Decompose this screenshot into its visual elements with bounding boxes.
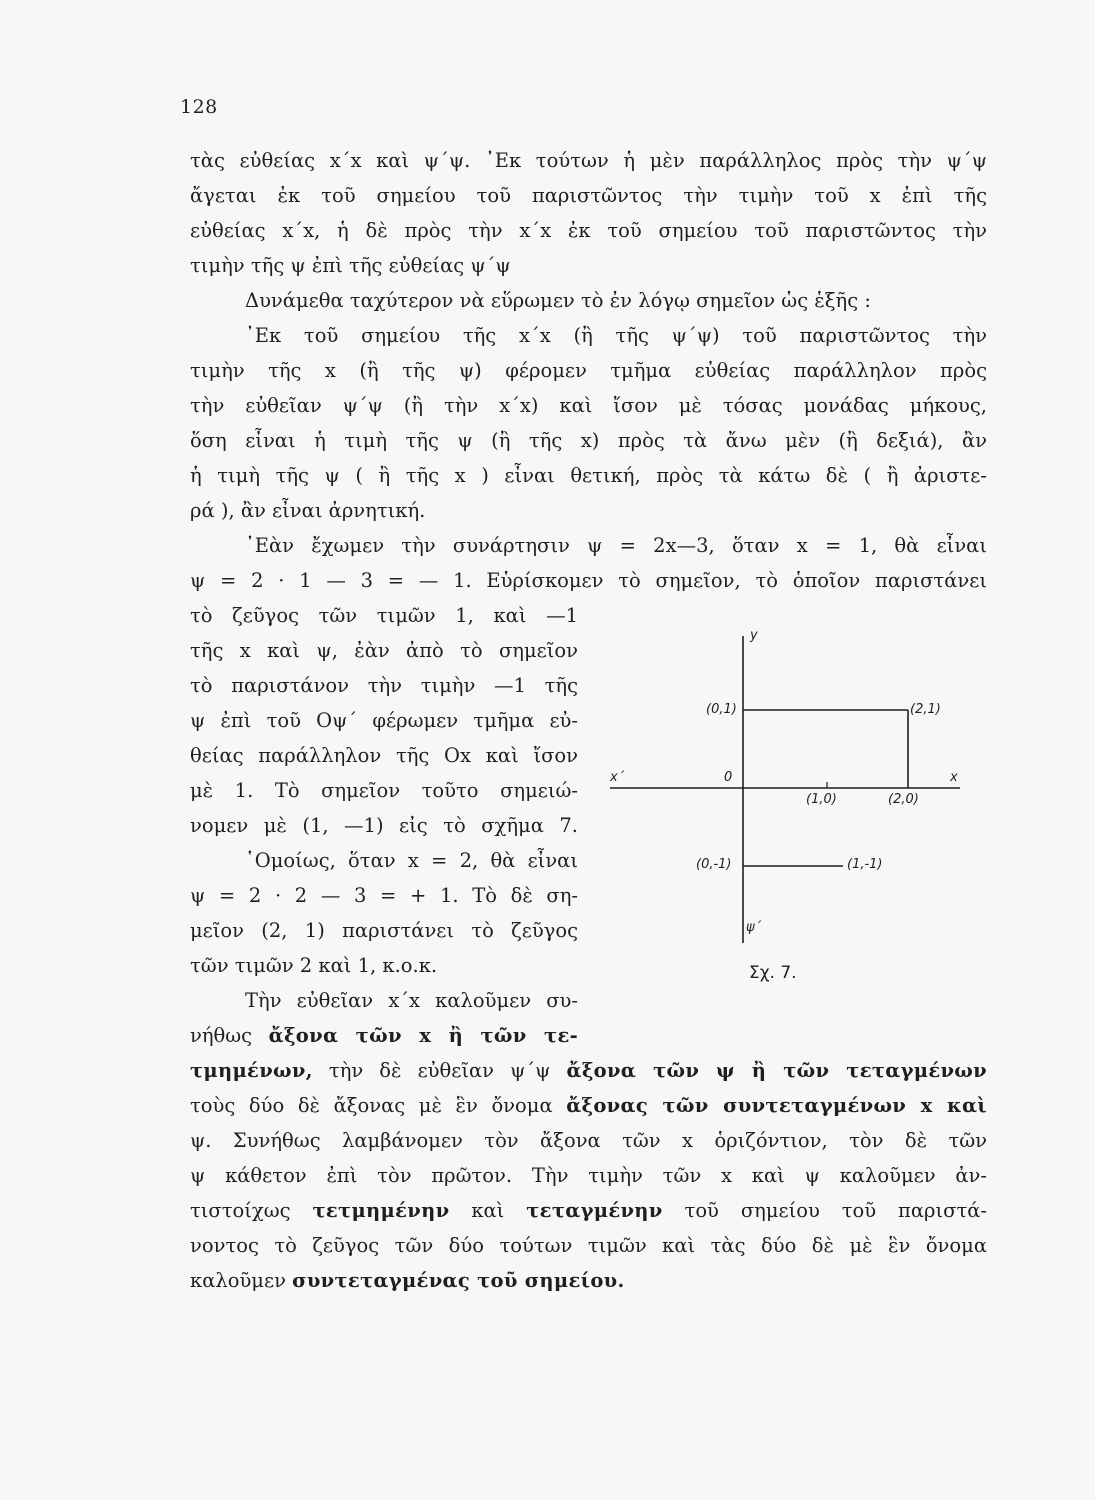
term-ordinate-axis: ἄξονα τῶν ψ ἢ τῶν τεταγμένων: [566, 1059, 987, 1082]
text-line: εὐθείας x΄x, ἡ δὲ πρὸς τὴν x΄x ἐκ τοῦ σημείου τοῦ παριστῶντος τὴν: [190, 219, 987, 242]
text-line: τὸ παριστάνον τὴν τιμὴν —1 τῆς: [190, 674, 578, 697]
text-line: τὴν εὐθεῖαν ψ΄ψ (ἢ τὴν x΄x) καὶ ἴσον μὲ τόσας μονάδας μήκους,: [190, 394, 987, 417]
text-line: νοντος τὸ ζεῦγος τῶν δύο τούτων τιμῶν καὶ τὰς δύο δὲ μὲ ἓν ὄνομα: [190, 1234, 987, 1257]
text-run: καὶ: [471, 1199, 505, 1222]
text-line: [190, 1198, 987, 1228]
text-line: ᾿Εκ τοῦ σημείου τῆς x΄x (ἢ τῆς ψ΄ψ) τοῦ παριστῶντος τὴν: [245, 324, 987, 347]
label-x-prime: x΄: [610, 770, 625, 785]
text-line: ψ = 2 · 1 — 3 = — 1. Εὑρίσκομεν τὸ σημεῖον, τὸ ὁποῖον παριστάνει: [190, 569, 987, 592]
term-abscissae: τμημένων,: [190, 1059, 313, 1082]
text-line: Δυνάμεθα ταχύτερον νὰ εὕρωμεν τὸ ἐν λόγῳ σημεῖον ὡς ἑξῆς :: [245, 289, 871, 312]
text-line: ψ κάθετον ἐπὶ τὸν πρῶτον. Τὴν τιμὴν τῶν x καὶ ψ καλοῦμεν ἀν-: [190, 1164, 987, 1187]
text-line: μὲ 1. Τὸ σημεῖον τοῦτο σημειώ-: [190, 779, 578, 802]
text-run: τοὺς δύο δὲ ἄξονας μὲ ἓν ὄνομα: [190, 1094, 553, 1117]
figure-caption: Σχ. 7.: [749, 963, 797, 983]
text-line: ῾Ομοίως, ὅταν x = 2, θὰ εἶναι: [245, 849, 578, 872]
term-coordinate-axes: ἄξονας τῶν συντεταγμένων x καὶ: [566, 1094, 987, 1117]
text-line: θείας παράλληλον τῆς Οx καὶ ἴσον: [190, 744, 578, 767]
term-abscissa: τετμημένην: [312, 1199, 450, 1222]
term-coordinates: συντεταγμένας τοῦ σημείου.: [292, 1269, 625, 1292]
label-point-2-0: (2,0): [888, 792, 919, 807]
text-run: καλοῦμεν: [190, 1269, 286, 1292]
term-abscissa-axis: ἄξονα τῶν x ἢ τῶν τε-: [268, 1024, 578, 1047]
text-line: ψ = 2 · 2 — 3 = + 1. Τὸ δὲ ση-: [190, 884, 578, 907]
term-ordinate: τεταγμένην: [526, 1199, 663, 1222]
text-line: τιμὴν τῆς ψ ἐπὶ τῆς εὐθείας ψ΄ψ: [190, 254, 511, 277]
label-point-0-1: (0,1): [706, 702, 737, 717]
page-number: 128: [180, 96, 218, 118]
label-y-axis: y: [750, 628, 758, 643]
figure-coordinate-axes: [610, 628, 980, 1028]
text-line: ἡ τιμὴ τῆς ψ ( ἢ τῆς x ) εἶναι θετική, πρὸς τὰ κάτω δὲ ( ἢ ἀριστε-: [190, 464, 987, 487]
text-line: νομεν μὲ (1, —1) εἰς τὸ σχῆμα 7.: [190, 814, 578, 837]
text-run: νήθως: [190, 1024, 253, 1047]
text-line: ἄγεται ἐκ τοῦ σημείου τοῦ παριστῶντος τὴν τιμὴν τοῦ x ἐπὶ τῆς: [190, 184, 987, 207]
text-run: τοῦ σημείου τοῦ παριστά-: [684, 1199, 987, 1222]
text-line: τῆς x καὶ ψ, ἐὰν ἀπὸ τὸ σημεῖον: [190, 639, 578, 662]
text-line: τὰς εὐθείας x΄x καὶ ψ΄ψ. ᾿Εκ τούτων ἡ μὲν παράλληλος πρὸς τὴν ψ΄ψ: [190, 149, 987, 172]
text-line: τῶν τιμῶν 2 καὶ 1, κ.ο.κ.: [190, 954, 438, 977]
text-line: ψ. Συνήθως λαμβάνομεν τὸν ἄξονα τῶν x ὁριζόντιον, τὸν δὲ τῶν: [190, 1129, 987, 1152]
text-line: τὸ ζεῦγος τῶν τιμῶν 1, καὶ —1: [190, 604, 578, 627]
text-line: [190, 1093, 987, 1123]
label-origin: 0: [724, 770, 733, 785]
text-run: τιστοίχως: [190, 1199, 291, 1222]
text-line: μεῖον (2, 1) παριστάνει τὸ ζεῦγος: [190, 919, 578, 942]
text-run: τὴν δὲ εὐθεῖαν ψ΄ψ: [328, 1059, 551, 1082]
text-line: τιμὴν τῆς x (ἢ τῆς ψ) φέρομεν τμῆμα εὐθείας παράλληλον πρὸς: [190, 359, 987, 382]
text-line: Τὴν εὐθεῖαν x΄x καλοῦμεν συ-: [245, 989, 578, 1012]
text-line: ᾿Εὰν ἔχωμεν τὴν συνάρτησιν ψ = 2x—3, ὅταν x = 1, θὰ εἶναι: [245, 534, 987, 557]
text-line: [190, 1058, 987, 1088]
text-line: [190, 1268, 987, 1298]
label-point-1-minus1: (1,-1): [847, 857, 883, 872]
text-line: ψ ἐπὶ τοῦ Οψ΄ φέρωμεν τμῆμα εὐ-: [190, 709, 578, 732]
label-point-0-minus1: (0,-1): [696, 857, 732, 872]
label-y-prime: ψ΄: [746, 920, 762, 935]
label-point-2-1: (2,1): [910, 702, 941, 717]
text-line: ρά ), ἂν εἶναι ἀρνητική.: [190, 499, 426, 522]
text-line: [190, 1023, 578, 1053]
label-point-1-0: (1,0): [806, 792, 837, 807]
label-x-axis: x: [950, 770, 958, 785]
text-line: ὅση εἶναι ἡ τιμὴ τῆς ψ (ἢ τῆς x) πρὸς τὰ ἄνω μὲν (ἢ δεξιά), ἂν: [190, 429, 987, 452]
